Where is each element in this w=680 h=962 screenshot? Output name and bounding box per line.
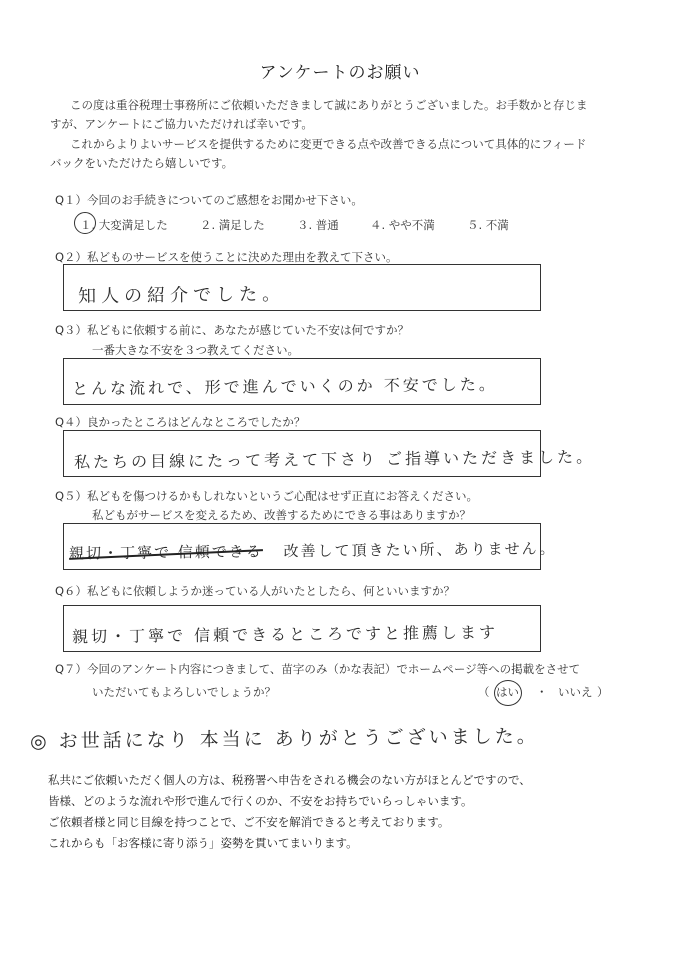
intro-line: これからよりよいサービスを提供するために変更できる点や改善できる点について具体的にフィード: [70, 137, 587, 151]
q2-question: Q２）私どものサービスを使うことに決めた理由を教えて下さい。: [55, 250, 398, 264]
footer-line: ご依頼者様と同じ目線を持つことで、ご不安を解消できると考えております。: [48, 815, 450, 829]
q1-option-5[interactable]: ５. 不満: [467, 218, 509, 232]
q6-answer-box[interactable]: [63, 605, 541, 652]
q2-answer-box[interactable]: [63, 264, 541, 311]
footer-line: 私共にご依頼いただく個人の方は、税務署へ申告をされる機会のない方がほとんどですので、: [48, 773, 531, 787]
q4-answer-box[interactable]: [63, 430, 596, 477]
q5-answer-box[interactable]: [63, 523, 557, 570]
q6-question: Q６）私どもに依頼しようか迷っている人がいたとしたら、何といいますか？: [55, 584, 456, 598]
q5-struck-answer: 親切・丁寧で 信頼できる: [68, 542, 263, 563]
q3-subquestion: 一番大きな不安を３つ教えてください。: [92, 343, 299, 357]
q1-option-4[interactable]: ４. やや不満: [370, 218, 435, 232]
q4-question: Q４）良かったところはどんなところでしたか？: [55, 415, 306, 429]
intro-line: バックをいただけたら嬉しいです。: [50, 156, 234, 170]
q2-answer: 知人の紹介でした。: [77, 283, 286, 308]
intro-line: この度は重谷税理士事務所にご依頼いただきまして誠にありがとうございました。お手数かと存じま: [70, 98, 588, 112]
q7-close-paren: ）: [597, 685, 609, 699]
footer-line: これからも「お客様に寄り添う」姿勢を貫いてまいります。: [48, 836, 358, 850]
q4-answer: 私たちの目線にたって考えて下さり ご指導いただきました。: [73, 447, 596, 472]
q3-question: Q３）私どもに依頼する前に、あなたが感じていた不安は何ですか？: [55, 323, 410, 337]
intro-line: すが、アンケートにご協力いただければ幸いです。: [50, 117, 313, 131]
q3-answer: とんな流れで、形で進んでいくのか 不安でした。: [71, 374, 498, 399]
q1-option-2[interactable]: ２. 満足した: [200, 218, 265, 232]
q7-open-paren: （: [478, 685, 490, 699]
q6-answer: 親切・丁寧で 信頼できるところですと推薦します: [71, 622, 499, 647]
page-title: アンケートのお願い: [259, 63, 421, 83]
handwritten-note: ◎ お世話になり 本当に ありがとうございました。: [29, 725, 539, 753]
q3-answer-box[interactable]: [63, 358, 541, 405]
q7-option-separator: ・: [536, 685, 548, 699]
q1-question: Q１）今回のお手続きについてのご感想をお聞かせ下さい。: [55, 193, 363, 207]
q7-option-no[interactable]: いいえ: [558, 685, 593, 699]
q5-answer: 改善して頂きたい所、ありません。: [283, 539, 557, 561]
q1-option-1[interactable]: １. 大変満足した: [80, 218, 168, 232]
q5-question: Q５）私どもを傷つけるかもしれないというご心配はせず正直にお答えください。: [55, 489, 479, 503]
q5-subquestion: 私どもがサービスを変えるため、改善するためにできる事はありますか？: [92, 508, 472, 522]
q1-option-3[interactable]: ３. 普通: [297, 218, 339, 232]
q5-answer-line: [69, 537, 557, 563]
q7-question: Q７）今回のアンケート内容につきまして、苗字のみ（かな表記）でホームページ等への掲載をさせて: [55, 662, 581, 676]
q7-option-yes[interactable]: はい: [496, 685, 519, 699]
footer-line: 皆様、どのような流れや形で進んで行くのか、不安をお持ちでいらっしゃいます。: [48, 794, 473, 808]
q7-question-line2: いただいてもよろしいでしょうか？: [92, 685, 276, 699]
